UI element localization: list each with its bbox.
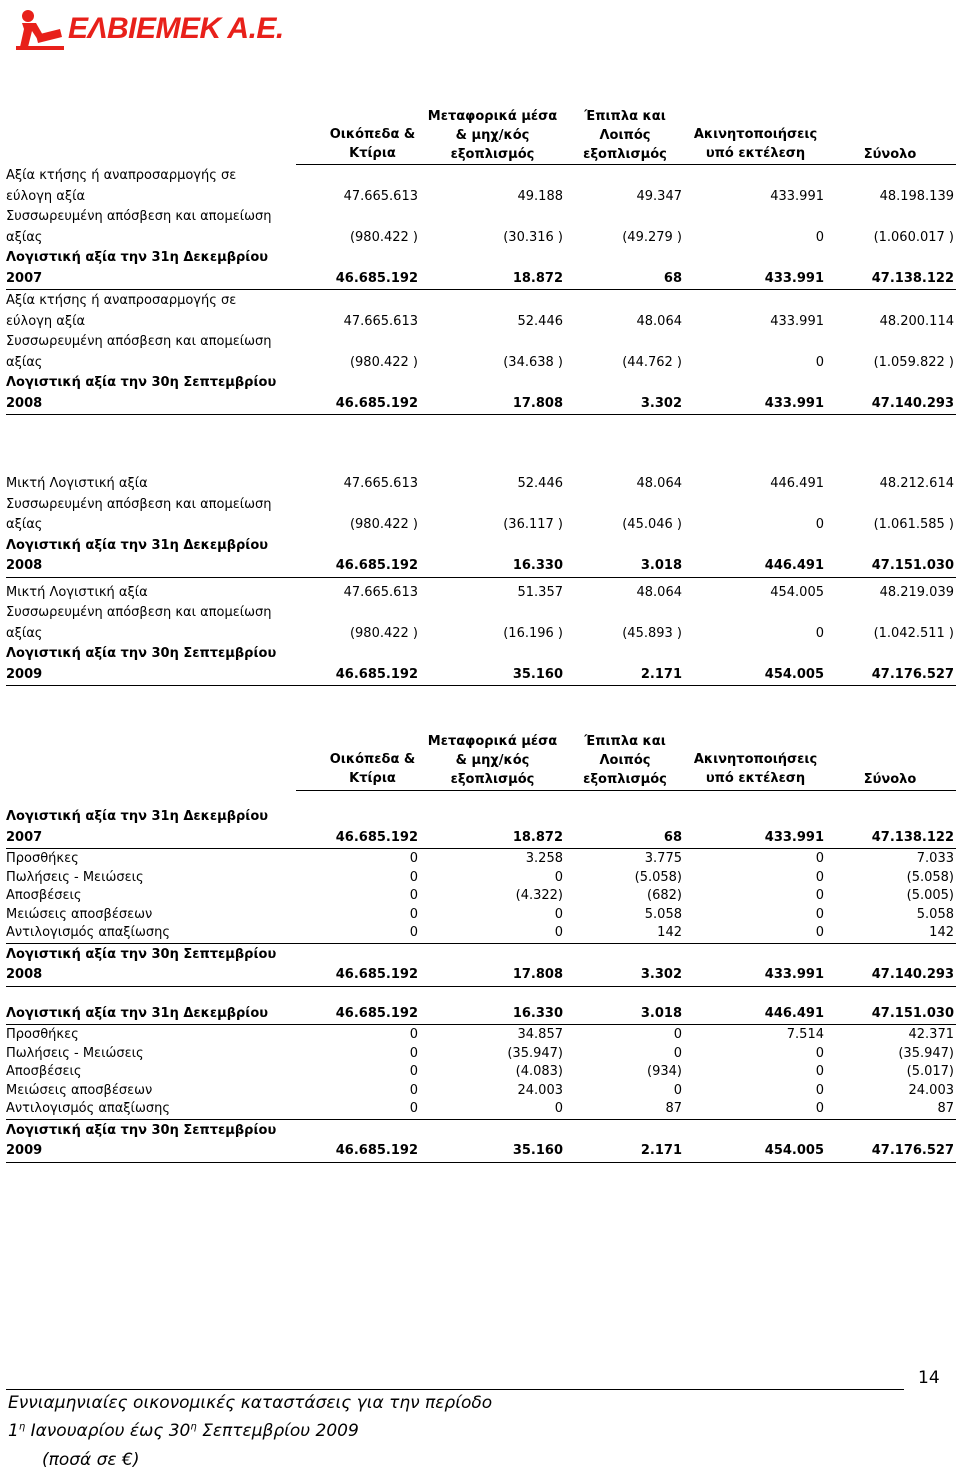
cell-value: 87 (665, 1101, 682, 1116)
cell-value: 46.685.192 (335, 666, 418, 682)
table-row (6, 1045, 956, 1064)
cell-value: 0 (815, 869, 824, 885)
cell-value: 46.685.192 (335, 558, 418, 573)
cell-value: (35.947) (507, 1045, 563, 1061)
cell-value: 24.003 (908, 1082, 954, 1098)
header-transport (420, 107, 565, 164)
cell-value: (1.042.511 ) (873, 625, 954, 641)
row-rule (6, 848, 956, 849)
header-furniture-line: Έπιπλα και (584, 109, 666, 124)
cell-value: 433.991 (764, 270, 824, 286)
cell-value: 0 (673, 1027, 682, 1042)
cell-value: (1.061.585 ) (873, 517, 954, 532)
row-label: αξίας (6, 354, 43, 370)
cell-value: 47.138.122 (871, 829, 954, 845)
cell-value: 46.685.192 (335, 270, 418, 286)
row-rule (6, 1119, 956, 1120)
row-label: Συσσωρευμένη απόσβεση και απομείωση (6, 605, 272, 620)
total-row (6, 945, 956, 986)
cell-value: 52.446 (517, 313, 563, 329)
header-transport-line: εξοπλισμός (450, 147, 535, 162)
row-label: 2007 (6, 829, 43, 845)
cell-value: (35.947) (898, 1045, 954, 1061)
cell-value: 0 (815, 851, 824, 866)
footer-period-part: Σεπτεμβρίου 2009 (196, 1421, 359, 1441)
cell-value: (4.322) (515, 888, 563, 903)
cell-value: 48.212.614 (879, 476, 954, 491)
footer-period-sup: η (190, 1421, 197, 1433)
row-label: 2008 (6, 395, 43, 411)
cell-value: 46.685.192 (335, 1005, 418, 1021)
cell-value: 0 (815, 229, 824, 245)
row-label: 2007 (6, 270, 43, 286)
cell-value: 433.991 (770, 188, 824, 204)
worker-logo-icon (14, 7, 66, 51)
cell-value: 16.330 (512, 558, 563, 573)
table-row (6, 1063, 956, 1082)
cell-value: 46.685.192 (335, 967, 418, 982)
cell-value: 35.160 (512, 1143, 563, 1158)
cell-value: 454.005 (764, 666, 824, 682)
row-label: Προσθήκες (6, 851, 79, 866)
cell-value: 47.176.527 (871, 1143, 954, 1158)
cell-value: 0 (554, 906, 563, 922)
footer-period-sup: η (18, 1421, 26, 1433)
cell-value: 48.064 (636, 584, 682, 600)
row-label: αξίας (6, 625, 43, 641)
cell-value: 34.857 (517, 1027, 563, 1042)
cell-value: 142 (657, 925, 682, 940)
cell-value: 5.058 (916, 906, 954, 922)
row-label: Λογιστική αξία την 31η Δεκεμβρίου (6, 250, 269, 265)
total-row (6, 536, 956, 577)
cell-value: 47.665.613 (343, 188, 418, 204)
cell-value: 0 (409, 925, 418, 940)
table-row (6, 1082, 956, 1101)
footer-title: Εννιαμηνιαίες οικονομικές καταστάσεις για την περίοδο (8, 1393, 493, 1413)
table-row (6, 166, 956, 207)
cell-value: 18.872 (512, 829, 563, 845)
cell-value: (16.196 ) (503, 625, 563, 641)
cell-value: 7.514 (786, 1027, 824, 1042)
cell-value: 433.991 (764, 395, 824, 411)
row-label: Αποσβέσεις (6, 888, 82, 903)
cell-value: 51.357 (517, 584, 563, 600)
row-label: εύλογη αξία (6, 313, 86, 329)
cell-value: (980.422 ) (349, 517, 418, 532)
cell-value: (4.083) (515, 1064, 563, 1079)
table-row (6, 1026, 956, 1045)
header-transport-line: εξοπλισμός (450, 772, 535, 787)
row-label: Πωλήσεις - Μειώσεις (6, 1045, 144, 1061)
cell-value: (49.279 ) (622, 229, 682, 245)
cell-value: 17.808 (512, 395, 563, 411)
cell-value: 17.808 (512, 967, 563, 982)
cell-value: 0 (554, 1101, 563, 1116)
cell-value: 48.064 (636, 476, 682, 491)
cell-value: 0 (409, 1082, 418, 1098)
footer-period-part: Ιανουαρίου έως 30 (25, 1421, 191, 1441)
table-row (6, 869, 956, 888)
total-row (6, 807, 956, 848)
cell-value: 0 (409, 1064, 418, 1079)
cell-value: 0 (409, 1027, 418, 1042)
row-label: Αντιλογισμός απαξίωσης (6, 925, 170, 940)
cell-value: (5.017) (906, 1064, 954, 1079)
header-construction-line: υπό εκτέλεση (705, 771, 806, 786)
row-label: Λογιστική αξία την 30η Σεπτεμβρίου (6, 646, 277, 661)
row-label: Λογιστική αξία την 31η Δεκεμβρίου (6, 809, 269, 824)
cell-value: 3.302 (640, 395, 682, 411)
row-rule (6, 577, 956, 578)
header-rule (296, 790, 956, 791)
header-construction-line: Ακινητοποιήσεις (693, 127, 818, 142)
cell-value: 0 (815, 1082, 824, 1098)
header-transport (420, 732, 565, 789)
cell-value: 446.491 (764, 1005, 824, 1021)
header-total: Σύνολο (863, 147, 917, 162)
cell-value: (934) (647, 1064, 682, 1079)
cell-value: 49.188 (517, 188, 563, 204)
cell-value: 0 (409, 851, 418, 866)
cell-value: 5.058 (644, 906, 682, 922)
cell-value: 47.138.122 (871, 270, 954, 286)
cell-value: 0 (815, 354, 824, 370)
row-label: Μικτή Λογιστική αξία (6, 584, 148, 600)
cell-value: 2.171 (640, 666, 682, 682)
cell-value: 0 (815, 1045, 824, 1061)
cell-value: 0 (673, 1045, 682, 1061)
cell-value: 3.018 (640, 558, 682, 573)
cell-value: 24.003 (517, 1082, 563, 1098)
table-row (6, 495, 956, 536)
page-number: 14 (918, 1368, 940, 1388)
row-label: Μειώσεις αποσβέσεων (6, 906, 153, 922)
cell-value: (45.893 ) (622, 625, 682, 641)
cell-value: 42.371 (908, 1027, 954, 1042)
cell-value: 2.171 (640, 1143, 682, 1158)
cell-value: 47.665.613 (343, 313, 418, 329)
total-row (6, 373, 956, 414)
row-label: 2008 (6, 558, 43, 573)
header-construction (688, 125, 823, 163)
row-rule (6, 986, 956, 987)
total-row (6, 1004, 956, 1025)
table-row (6, 207, 956, 248)
row-label: Προσθήκες (6, 1027, 79, 1042)
row-label: Αξία κτήσης ή αναπροσαρμογής σε (6, 168, 237, 183)
cell-value: 3.302 (640, 967, 682, 982)
cell-value: 0 (409, 1045, 418, 1061)
header-land-line: Οικόπεδα & (329, 752, 416, 767)
cell-value: 47.665.613 (343, 476, 418, 491)
table-row (6, 850, 956, 869)
cell-value: 47.151.030 (871, 1005, 954, 1021)
cell-value: 47.140.293 (871, 395, 954, 411)
cell-value: 35.160 (512, 666, 563, 682)
cell-value: 446.491 (770, 476, 824, 491)
header-furniture (560, 732, 690, 789)
company-name: ΕΛΒΙΕΜΕΚ Α.Ε. (68, 12, 284, 45)
header-land-line: Κτίρια (349, 771, 396, 786)
header-construction-line: Ακινητοποιήσεις (693, 752, 818, 767)
table-row (6, 332, 956, 373)
header-furniture (560, 107, 690, 164)
cell-value: (44.762 ) (622, 354, 682, 370)
cell-value: 47.151.030 (871, 558, 954, 573)
row-label: Λογιστική αξία την 31η Δεκεμβρίου (6, 1005, 269, 1021)
cell-value: 0 (815, 1064, 824, 1079)
cell-value: 0 (554, 869, 563, 885)
header-transport-line: Μεταφορικά μέσα (427, 109, 558, 124)
cell-value: 48.064 (636, 313, 682, 329)
row-label: Συσσωρευμένη απόσβεση και απομείωση (6, 209, 272, 224)
cell-value: 52.446 (517, 476, 563, 491)
row-label: Πωλήσεις - Μειώσεις (6, 869, 144, 885)
header-construction-line: υπό εκτέλεση (705, 146, 806, 161)
cell-value: (5.058) (906, 869, 954, 885)
row-rule (6, 414, 956, 415)
row-label: Αντιλογισμός απαξίωσης (6, 1101, 170, 1116)
row-label: Μικτή Λογιστική αξία (6, 476, 148, 491)
cell-value: (5.058) (634, 869, 682, 885)
row-label: Λογιστική αξία την 31η Δεκεμβρίου (6, 537, 269, 553)
header-transport-line: & μηχ/κός (455, 128, 530, 143)
row-label: Συσσωρευμένη απόσβεση και απομείωση (6, 334, 272, 349)
header-furniture-line: Λοιπός (599, 128, 651, 143)
cell-value: 0 (815, 625, 824, 641)
cell-value: 48.198.139 (879, 188, 954, 204)
header-land-line: Οικόπεδα & (329, 127, 416, 142)
row-label: Αποσβέσεις (6, 1064, 82, 1079)
row-label: Λογιστική αξία την 30η Σεπτεμβρίου (6, 375, 277, 390)
row-rule (6, 1024, 956, 1025)
row-rule (6, 685, 956, 686)
header-furniture-line: Λοιπός (599, 753, 651, 768)
cell-value: 87 (937, 1101, 954, 1116)
cell-value: 16.330 (512, 1005, 563, 1021)
cell-value: 68 (663, 829, 682, 845)
cell-value: 47.140.293 (871, 967, 954, 982)
cell-value: (30.316 ) (503, 229, 563, 245)
cell-value: 47.665.613 (343, 584, 418, 600)
cell-value: 0 (673, 1082, 682, 1098)
row-label: 2009 (6, 666, 43, 682)
company-logo (14, 6, 284, 52)
cell-value: 0 (815, 888, 824, 903)
cell-value: (980.422 ) (349, 354, 418, 370)
header-land-line: Κτίρια (349, 146, 396, 161)
cell-value: 454.005 (770, 584, 824, 600)
row-label: Συσσωρευμένη απόσβεση και απομείωση (6, 496, 272, 512)
cell-value: 3.258 (525, 851, 563, 866)
cell-value: (34.638 ) (503, 354, 563, 370)
cell-value: 0 (815, 906, 824, 922)
header-furniture-line: εξοπλισμός (583, 147, 667, 162)
row-label: αξίας (6, 229, 43, 245)
cell-value: (1.059.822 ) (873, 354, 954, 370)
row-rule (6, 943, 956, 944)
total-row (6, 1121, 956, 1162)
row-rule (6, 1162, 956, 1163)
header-total: Σύνολο (863, 772, 917, 787)
cell-value: 433.991 (770, 313, 824, 329)
row-label: 2009 (6, 1143, 43, 1158)
cell-value: 0 (409, 1101, 418, 1116)
cell-value: 48.219.039 (879, 584, 954, 600)
cell-value: (1.060.017 ) (873, 229, 954, 245)
header-transport-line: Μεταφορικά μέσα (427, 734, 558, 749)
cell-value: 68 (663, 270, 682, 286)
table-row (6, 924, 956, 943)
row-label: 2008 (6, 967, 43, 982)
table-row (6, 906, 956, 925)
cell-value: 3.775 (644, 851, 682, 866)
cell-value: (682) (647, 888, 682, 903)
total-row (6, 644, 956, 685)
cell-value: 142 (929, 925, 954, 940)
footer-period-part: 1 (8, 1421, 19, 1441)
cell-value: 7.033 (916, 851, 954, 866)
cell-value: 433.991 (764, 829, 824, 845)
row-label: Μειώσεις αποσβέσεων (6, 1082, 153, 1098)
cell-value: 0 (815, 925, 824, 940)
cell-value: (45.046 ) (622, 517, 682, 532)
header-transport-line: & μηχ/κός (455, 753, 530, 768)
cell-value: 454.005 (764, 1143, 824, 1158)
footer-period (8, 1421, 359, 1441)
header-rule (296, 164, 956, 165)
cell-value: 446.491 (764, 558, 824, 573)
cell-value: 46.685.192 (335, 395, 418, 411)
row-label: Λογιστική αξία την 30η Σεπτεμβρίου (6, 1122, 277, 1138)
cell-value: 3.018 (640, 1005, 682, 1021)
cell-value: 46.685.192 (335, 1143, 418, 1158)
table-row (6, 1100, 956, 1119)
footer-rule (6, 1389, 904, 1390)
row-label: Λογιστική αξία την 30η Σεπτεμβρίου (6, 946, 277, 962)
cell-value: 0 (554, 925, 563, 940)
cell-value: 48.200.114 (879, 313, 954, 329)
row-label: εύλογη αξία (6, 188, 86, 204)
cell-value: 0 (815, 517, 824, 532)
table-row (6, 474, 956, 495)
table-row (6, 887, 956, 906)
cell-value: (36.117 ) (503, 517, 563, 532)
row-label: αξίας (6, 517, 43, 532)
table-row (6, 603, 956, 644)
header-furniture-line: Έπιπλα και (584, 734, 666, 749)
cell-value: 49.347 (636, 188, 682, 204)
header-furniture-line: εξοπλισμός (583, 772, 667, 787)
total-row (6, 248, 956, 289)
row-rule (6, 289, 956, 290)
cell-value: 0 (815, 1101, 824, 1116)
cell-value: (980.422 ) (349, 625, 418, 641)
table-row (6, 291, 956, 332)
footer-currency: (ποσά σε €) (42, 1450, 140, 1470)
cell-value: 0 (409, 869, 418, 885)
row-label: Αξία κτήσης ή αναπροσαρμογής σε (6, 293, 237, 308)
cell-value: 46.685.192 (335, 829, 418, 845)
cell-value: 0 (409, 906, 418, 922)
cell-value: 0 (409, 888, 418, 903)
cell-value: (5.005) (906, 888, 954, 903)
cell-value: (980.422 ) (349, 229, 418, 245)
table-row (6, 583, 956, 604)
cell-value: 433.991 (764, 967, 824, 982)
header-construction (688, 750, 823, 788)
cell-value: 47.176.527 (871, 666, 954, 682)
cell-value: 18.872 (512, 270, 563, 286)
